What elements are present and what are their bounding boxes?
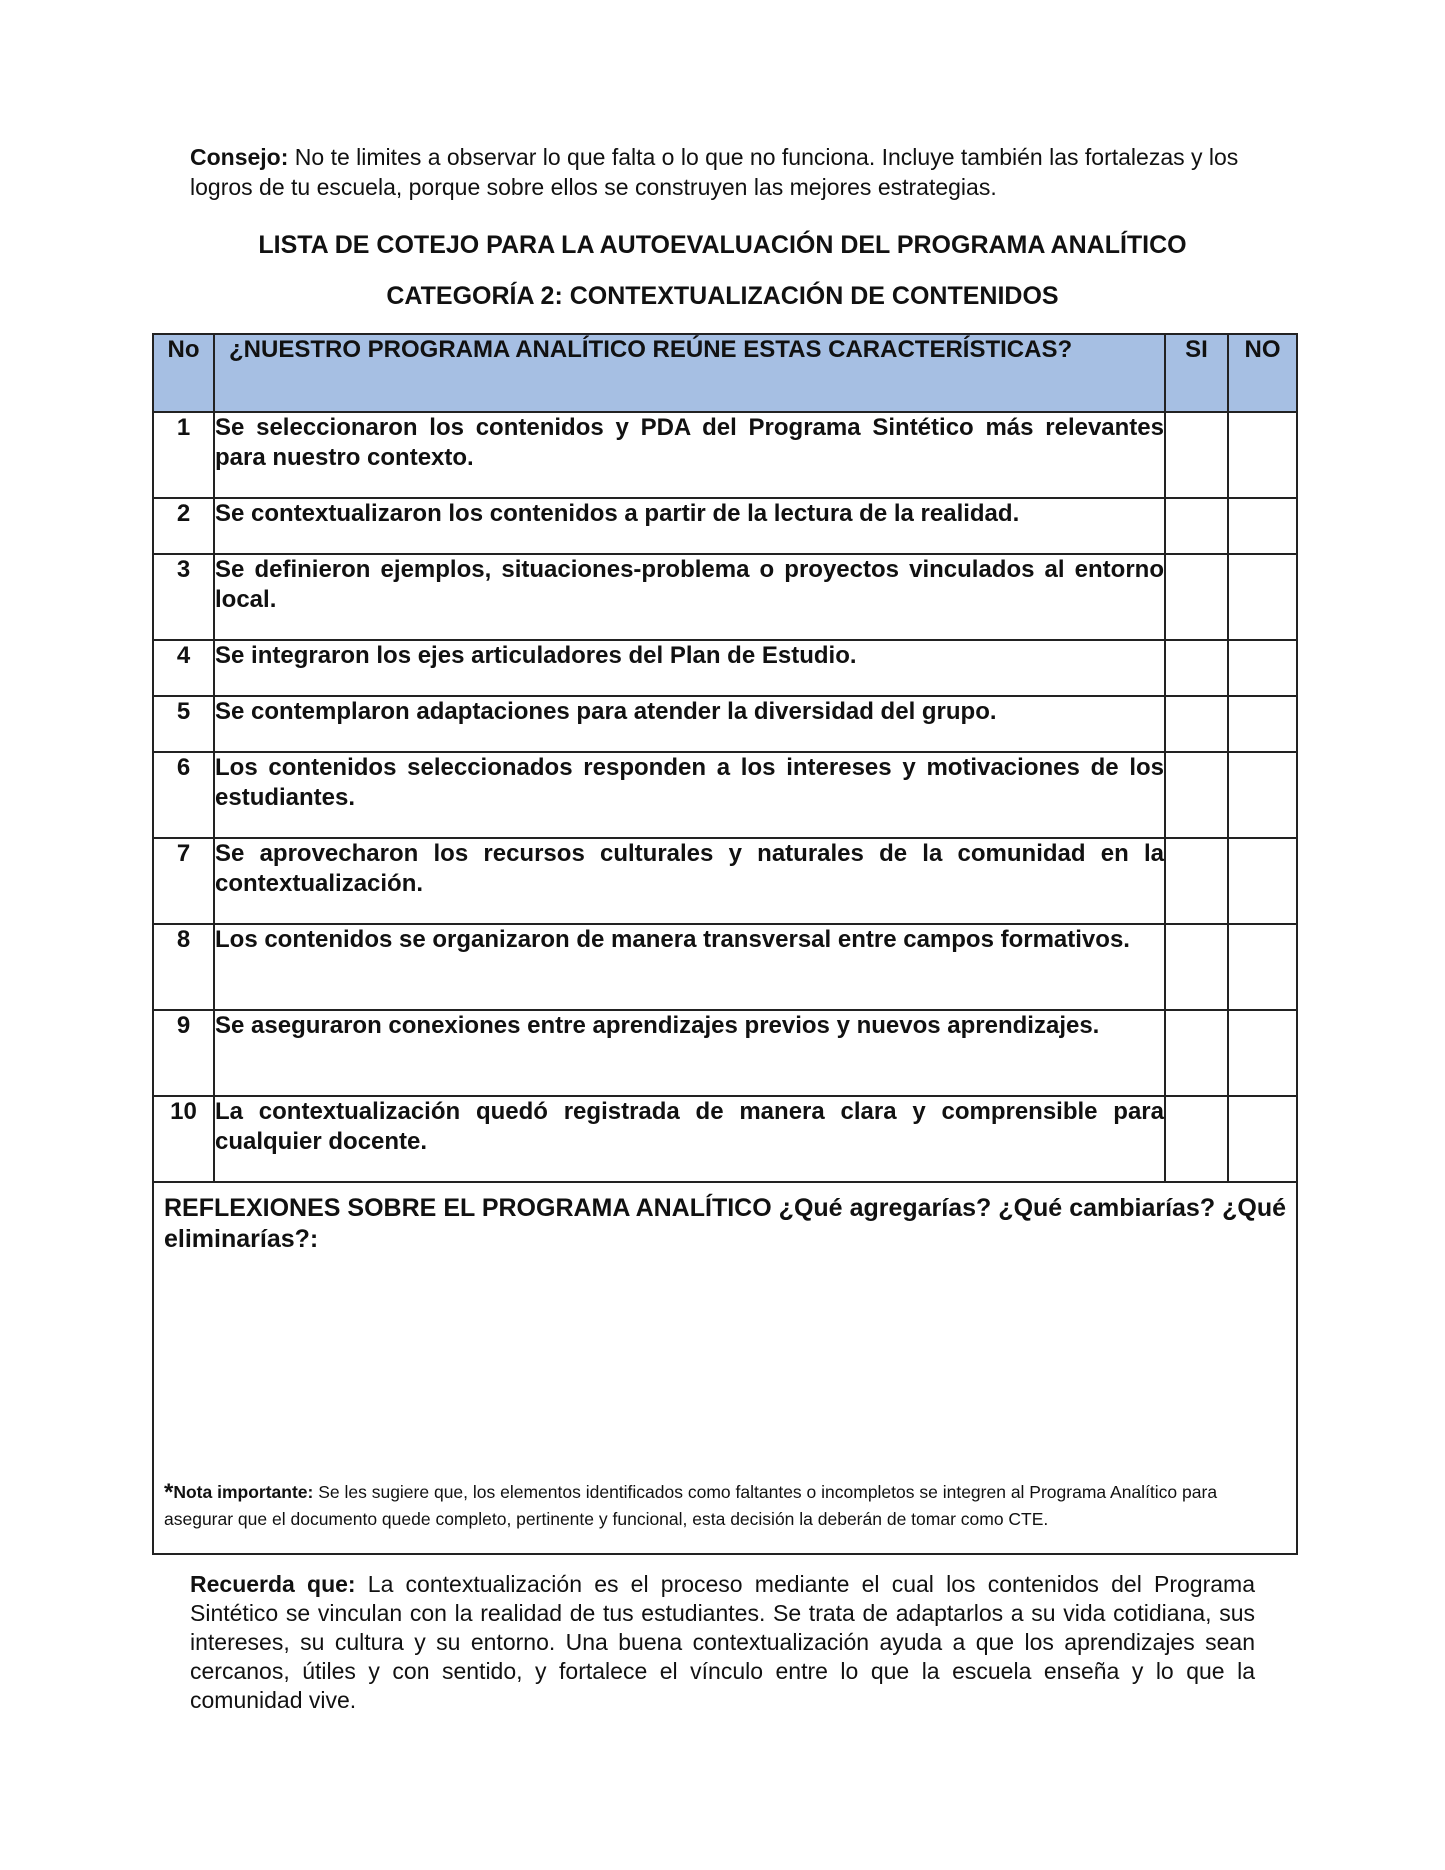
si-checkbox-cell[interactable] xyxy=(1165,924,1228,1010)
si-checkbox-cell[interactable] xyxy=(1165,498,1228,554)
row-text: Se integraron los ejes articuladores del Plan de Estudio. xyxy=(214,640,1165,696)
checklist-table xyxy=(152,333,1298,1555)
remember-paragraph xyxy=(190,1570,1255,1715)
page-title: LISTA DE COTEJO PARA LA AUTOEVALUACIÓN DEL PROGRAMA ANALÍTICO xyxy=(258,231,1187,259)
important-note xyxy=(164,1479,1286,1532)
reflection-area[interactable] xyxy=(153,1182,1297,1554)
row-number: 1 xyxy=(153,412,214,498)
si-checkbox-cell[interactable] xyxy=(1165,838,1228,924)
si-checkbox-cell[interactable] xyxy=(1165,554,1228,640)
table-row xyxy=(153,554,1297,640)
table-header-row xyxy=(153,334,1297,412)
note-asterisk: * xyxy=(164,1479,174,1506)
si-checkbox-cell[interactable] xyxy=(1165,1010,1228,1096)
header-no-answer: NO xyxy=(1228,334,1297,412)
si-checkbox-cell[interactable] xyxy=(1165,640,1228,696)
no-checkbox-cell[interactable] xyxy=(1228,554,1297,640)
row-number: 10 xyxy=(153,1096,214,1182)
row-text: Se definieron ejemplos, situaciones-problema o proyectos vinculados al entorno local. xyxy=(214,554,1165,640)
row-text: La contextualización quedó registrada de manera clara y comprensible para cualquier docente. xyxy=(214,1096,1165,1182)
tip-paragraph xyxy=(190,142,1265,202)
note-text: Se les sugiere que, los elementos identificados como faltantes o incompletos se integren al Programa Analítico para asegurar que el documento quede completo, pertinente y funcional, esta decisión la deberán de tomar como CTE. xyxy=(164,1482,1218,1529)
si-checkbox-cell[interactable] xyxy=(1165,412,1228,498)
row-number: 9 xyxy=(153,1010,214,1096)
table-row xyxy=(153,696,1297,752)
row-text: Se aseguraron conexiones entre aprendizajes previos y nuevos aprendizajes. xyxy=(214,1010,1165,1096)
row-number: 2 xyxy=(153,498,214,554)
table-row xyxy=(153,1010,1297,1096)
no-checkbox-cell[interactable] xyxy=(1228,1096,1297,1182)
remember-text: La contextualización es el proceso mediante el cual los contenidos del Programa Sintético se vinculan con la realidad de tus estudiantes. Se trata de adaptarlos a su vida cotidiana, sus intereses, su cultura y su entorno. Una buena contextualización ayuda a que los aprendizajes sean cercanos, útiles y con sentido, y fortalece el vínculo entre lo que la escuela enseña y lo que la comunidad vive. xyxy=(190,1571,1256,1713)
no-checkbox-cell[interactable] xyxy=(1228,752,1297,838)
row-text: Los contenidos seleccionados responden a los intereses y motivaciones de los estudiantes. xyxy=(214,752,1165,838)
si-checkbox-cell[interactable] xyxy=(1165,1096,1228,1182)
table-row xyxy=(153,412,1297,498)
si-checkbox-cell[interactable] xyxy=(1165,696,1228,752)
no-checkbox-cell[interactable] xyxy=(1228,696,1297,752)
si-checkbox-cell[interactable] xyxy=(1165,752,1228,838)
tip-label: Consejo: xyxy=(190,144,289,170)
no-checkbox-cell[interactable] xyxy=(1228,838,1297,924)
no-checkbox-cell[interactable] xyxy=(1228,412,1297,498)
table-row xyxy=(153,1096,1297,1182)
row-text: Se seleccionaron los contenidos y PDA del Programa Sintético más relevantes para nuestro contexto. xyxy=(214,412,1165,498)
no-checkbox-cell[interactable] xyxy=(1228,924,1297,1010)
header-si: SI xyxy=(1165,334,1228,412)
row-text: Se contemplaron adaptaciones para atender la diversidad del grupo. xyxy=(214,696,1165,752)
page-subtitle: CATEGORÍA 2: CONTEXTUALIZACIÓN DE CONTENIDOS xyxy=(386,282,1059,310)
row-text: Los contenidos se organizaron de manera transversal entre campos formativos. xyxy=(214,924,1165,1010)
table-row xyxy=(153,924,1297,1010)
no-checkbox-cell[interactable] xyxy=(1228,640,1297,696)
table-row xyxy=(153,498,1297,554)
row-text: Se contextualizaron los contenidos a partir de la lectura de la realidad. xyxy=(214,498,1165,554)
table-row xyxy=(153,838,1297,924)
row-number: 5 xyxy=(153,696,214,752)
table-row xyxy=(153,640,1297,696)
row-number: 4 xyxy=(153,640,214,696)
no-checkbox-cell[interactable] xyxy=(1228,498,1297,554)
header-no: No xyxy=(153,334,214,412)
no-checkbox-cell[interactable] xyxy=(1228,1010,1297,1096)
reflection-row xyxy=(153,1182,1297,1554)
reflection-prompt: REFLEXIONES SOBRE EL PROGRAMA ANALÍTICO ¿Qué agregarías? ¿Qué cambiarías? ¿Qué eliminarías?: xyxy=(164,1194,1286,1253)
row-number: 3 xyxy=(153,554,214,640)
row-text: Se aprovecharon los recursos culturales y naturales de la comunidad en la contextualización. xyxy=(214,838,1165,924)
row-number: 8 xyxy=(153,924,214,1010)
header-question: ¿NUESTRO PROGRAMA ANALÍTICO REÚNE ESTAS CARACTERÍSTICAS? xyxy=(214,334,1165,412)
remember-label: Recuerda que: xyxy=(190,1571,356,1597)
table-row xyxy=(153,752,1297,838)
row-number: 7 xyxy=(153,838,214,924)
tip-text: No te limites a observar lo que falta o lo que no funciona. Incluye también las fortalezas y los logros de tu escuela, porque sobre ellos se construyen las mejores estrategias. xyxy=(190,144,1239,200)
row-number: 6 xyxy=(153,752,214,838)
note-label: Nota importante: xyxy=(173,1482,314,1502)
